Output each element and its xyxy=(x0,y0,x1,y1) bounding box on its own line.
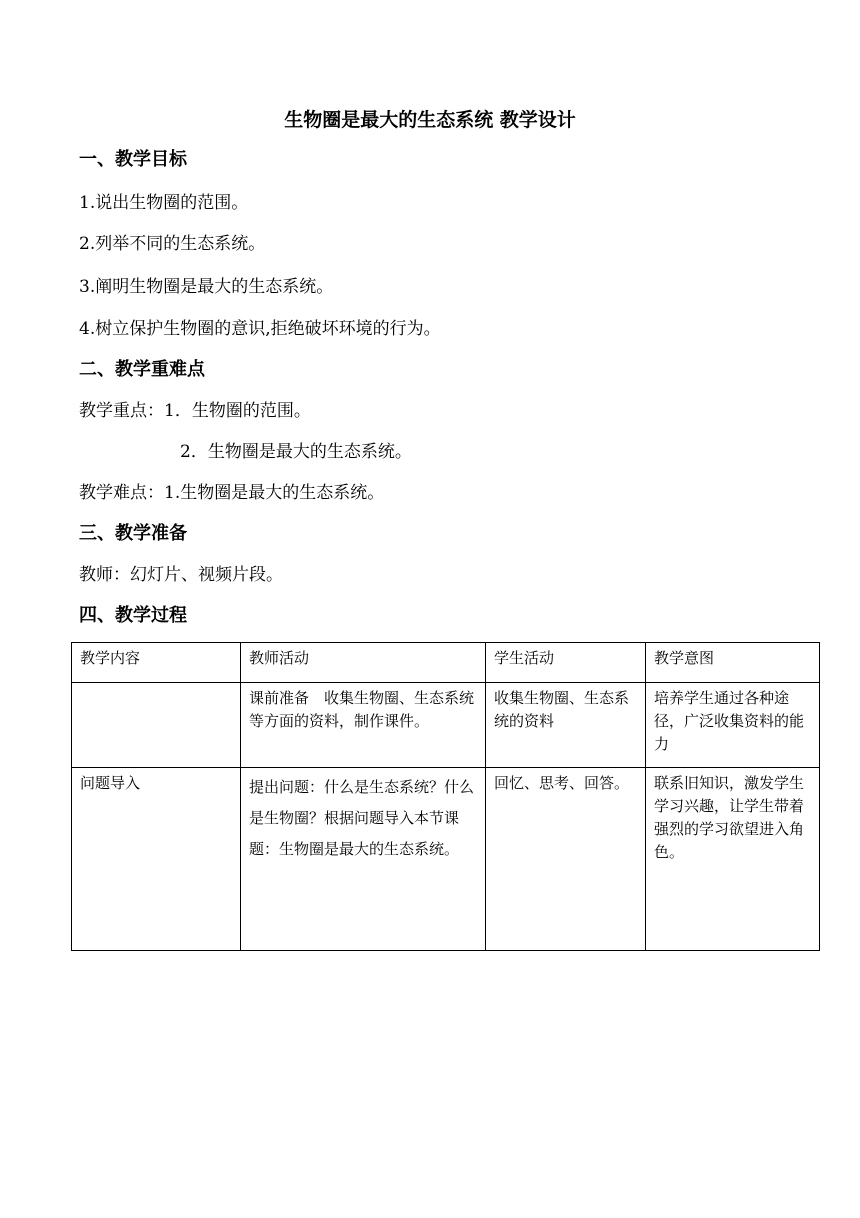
table-cell-student: 收集生物圈、生态系统的资料 xyxy=(486,683,646,768)
objective-item-4: 4.树立保护生物圈的意识,拒绝破坏环境的行为。 xyxy=(79,319,441,339)
table-header-cell: 学生活动 xyxy=(486,643,646,683)
objective-item-1: 1.说出生物圈的范围。 xyxy=(79,193,249,213)
table-header-cell: 教学意图 xyxy=(646,643,820,683)
table-cell-teacher: 课前准备 收集生物圈、生态系统等方面的资料，制作课件。 xyxy=(241,683,486,768)
table-cell-content xyxy=(72,683,241,768)
heading-process: 四、教学过程 xyxy=(79,605,187,626)
table-header-cell: 教学内容 xyxy=(72,643,241,683)
document-title: 生物圈是最大的生态系统 教学设计 xyxy=(284,109,576,131)
table-header-row xyxy=(72,643,820,683)
preparation-text: 教师：幻灯片、视频片段。 xyxy=(79,565,283,585)
heading-objectives: 一、教学目标 xyxy=(79,149,187,170)
table-cell-student: 回忆、思考、回答。 xyxy=(486,768,646,951)
table-cell-teacher: 提出问题：什么是生态系统？什么是生物圈？根据问题导入本节课题：生物圈是最大的生态系统。 xyxy=(241,768,486,951)
table-row xyxy=(72,683,820,768)
table-cell-intent: 联系旧知识，激发学生学习兴趣，让学生带着强烈的学习欲望进入角色。 xyxy=(646,768,820,951)
heading-preparation: 三、教学准备 xyxy=(79,523,187,544)
objective-item-3: 3.阐明生物圈是最大的生态系统。 xyxy=(79,277,334,297)
table-row xyxy=(72,768,820,951)
key-focus-line-2: 2．生物圈是最大的生态系统。 xyxy=(180,442,412,462)
table-cell-intent: 培养学生通过各种途径，广泛收集资料的能力 xyxy=(646,683,820,768)
table-cell-content: 问题导入 xyxy=(72,768,241,951)
key-difficulty: 教学难点：1.生物圈是最大的生态系统。 xyxy=(79,483,385,503)
teaching-process-table xyxy=(71,642,820,951)
heading-key-points: 二、教学重难点 xyxy=(79,359,205,380)
objective-item-2: 2.列举不同的生态系统。 xyxy=(79,234,266,254)
table-header-cell: 教师活动 xyxy=(241,643,486,683)
key-focus-line-1: 教学重点：1．生物圈的范围。 xyxy=(79,401,311,421)
